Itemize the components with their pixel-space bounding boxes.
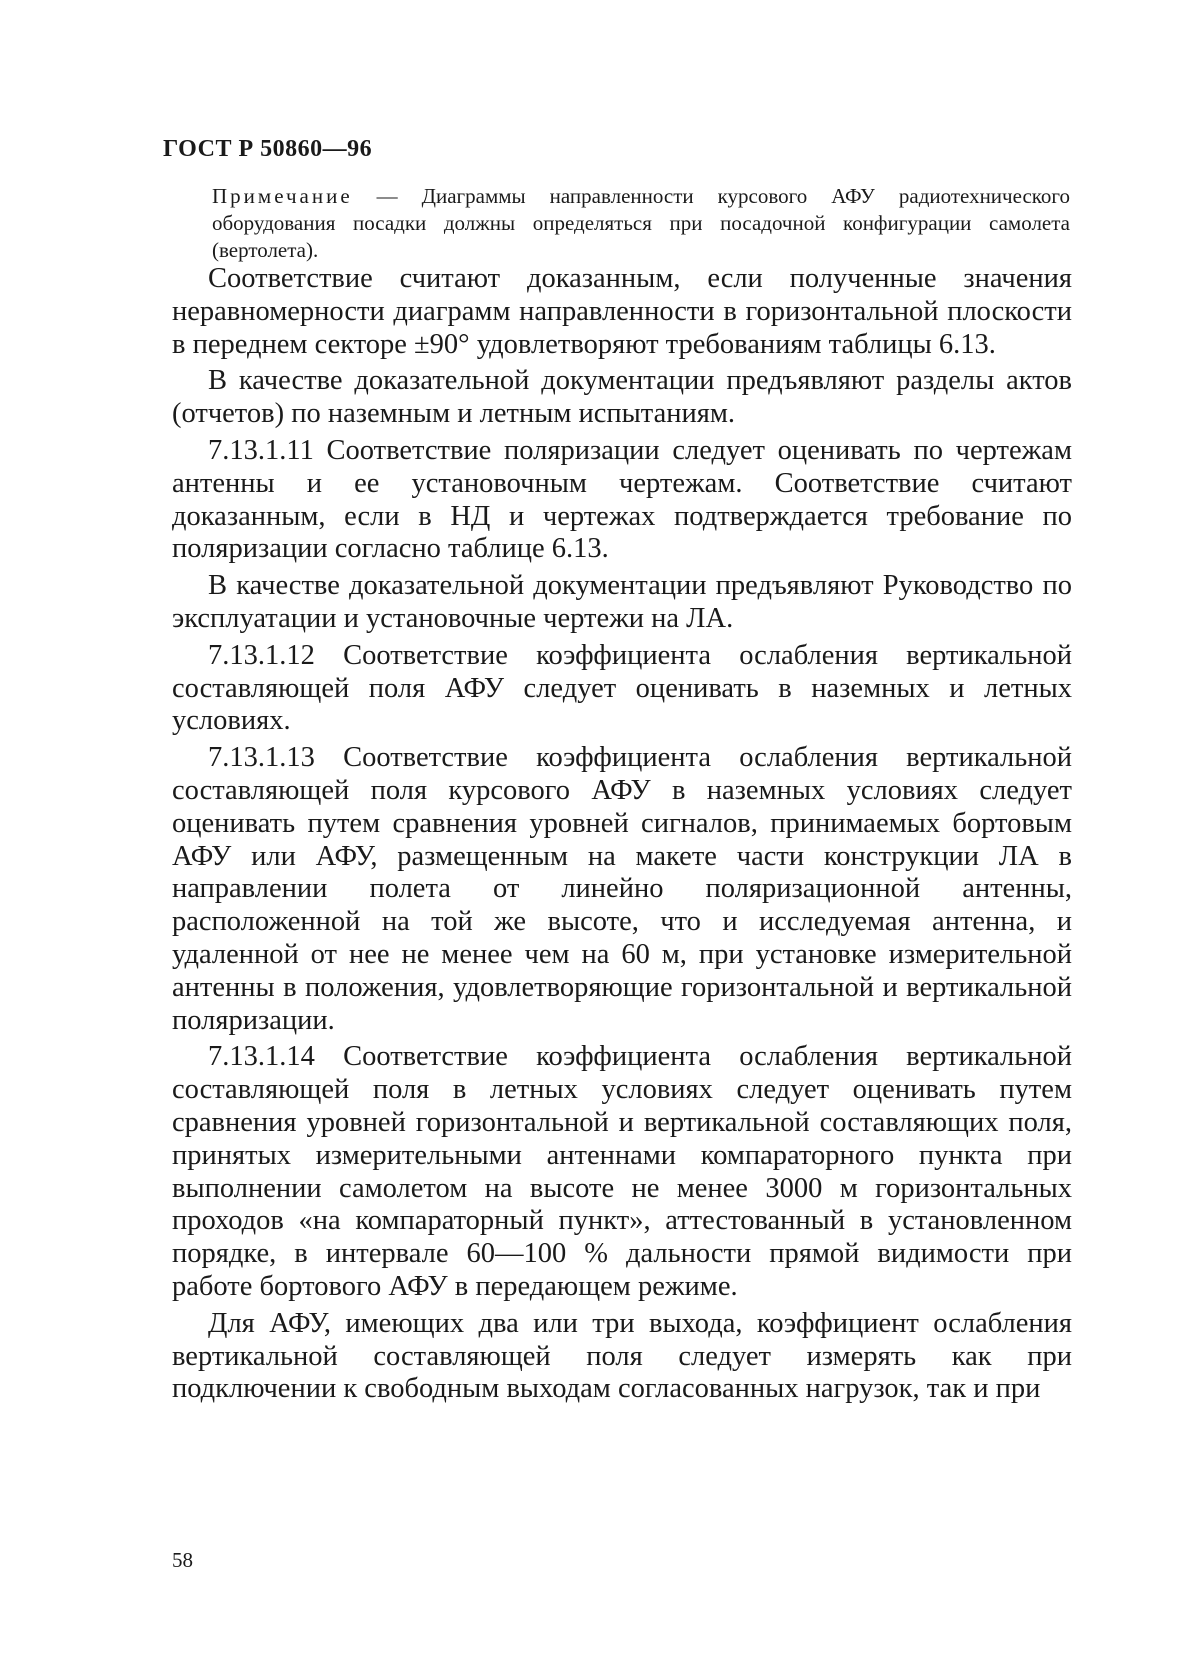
note-block [212,183,1070,264]
paragraph: 7.13.1.12 Соответствие коэффициента ослабления вертикальной составляющей поля АФУ следует оценивать в наземных и летных условиях. [172,639,1072,737]
paragraph: 7.13.1.13 Соответствие коэффициента ослабления вертикальной составляющей поля курсового АФУ в наземных условиях следует оценивать путем сравнения уровней сигналов, принимаемых бортовым АФУ или АФУ, размещенным на макете части конструкции ЛА в направлении полета от линейно поляризационной антенны, расположенной на той же высоте, что и исследуемая антенна, и удаленной от нее не менее чем на 60 м, при установке измерительной антенны в положения, удовлетворяющие горизонтальной и вертикальной поляризации. [172,742,1072,1036]
note-text: — Диаграммы направленности курсового АФУ радиотехнического оборудования посадки должны определяться при посадочной конфигурации самолета (вертолета). [212,184,1070,262]
paragraph: 7.13.1.11 Соответствие поляризации следует оценивать по чертежам антенны и ее установочным чертежам. Соответствие считают доказанным, если в НД и чертежах подтверждается требование по поляризации согласно таблице 6.13. [172,434,1072,565]
page-number: 58 [172,1548,193,1572]
paragraph: 7.13.1.14 Соответствие коэффициента ослабления вертикальной составляющей поля в летных условиях следует оценивать путем сравнения уровней горизонтальной и вертикальной составляющих поля, принятых измерительными антеннами компараторного пункта при выполнении самолетом на высоте не менее 3000 м горизонтальных проходов «на компараторный пункт», аттестованный в установленном порядке, в интервале 60—100 % дальности прямой видимости при работе бортового АФУ в передающем режиме. [172,1041,1072,1302]
paragraph: Для АФУ, имеющих два или три выхода, коэффициент ослабления вертикальной составляющей поля следует измерять как при подключении к свободным выходам согласованных нагрузок, так и при [172,1307,1072,1405]
body-text [172,263,1072,1410]
paragraph: В качестве доказательной документации предъявляют Руководство по эксплуатации и установочные чертежи на ЛА. [172,570,1072,634]
paragraph: В качестве доказательной документации предъявляют разделы актов (отчетов) по наземным и летным испытаниям. [172,365,1072,430]
document-header: ГОСТ Р 50860—96 [163,136,373,162]
paragraph: Соответствие считают доказанным, если полученные значения неравномерности диаграмм направленности в горизонтальной плоскости в переднем секторе ±90° удовлетворяют требованиям таблицы 6.13. [172,263,1072,360]
note-label: Примечание [212,184,353,208]
